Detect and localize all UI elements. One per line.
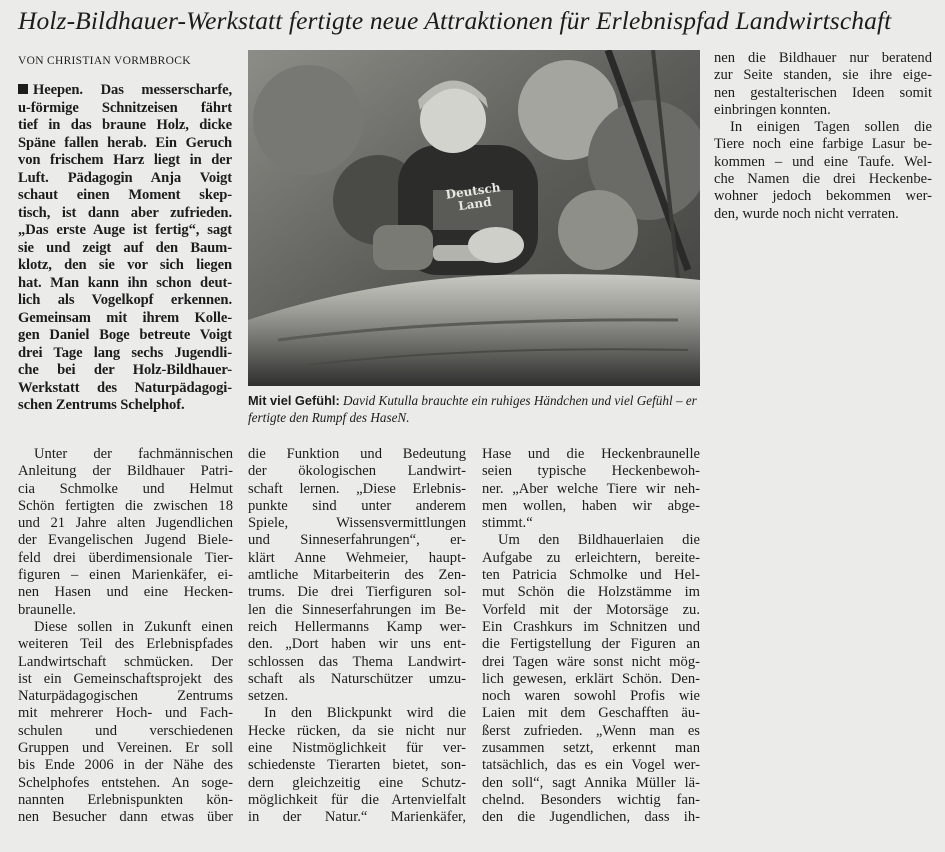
body-line: stimmt.“ [482,515,533,532]
body-line: die Fertigstellung der Figuren an [482,636,700,653]
lead-line: hat. Man kann ihn schon deut- [18,274,232,291]
body-line: cia Schmolke und Helmut [18,480,233,497]
body-line: nen Hasen und eine Hecken- [18,584,233,601]
body-line: Ein Crashkurs im Schnitzen und [482,618,700,635]
body-line: men wollen, haben wir abge- [482,497,700,514]
lead-line: che bei der Holz-Bildhauer- [18,362,232,378]
body-line: punkte sind unter anderem [248,497,466,514]
body-line: Naturpädagogischen Zentrums [18,688,233,705]
body-line: Vorfeld mit der Motorsäge zu. [482,601,700,618]
lead-line: tief in das braune Holz, dicke [18,117,232,133]
body-line: nen gestalterischen Ideen somit [714,84,932,101]
body-line: möglichkeit für die Artenvielfalt [248,791,466,808]
shirt-print: Deutsch Land [444,180,502,214]
body-line: In einigen Tagen sollen die [730,119,932,136]
body-line: klärt Anne Wehmeier, haupt- [248,549,466,566]
body-line: zur Seite standen, sie ihre eige- [714,67,932,84]
body-line: und Sinneserfahrungen“, er- [248,532,466,549]
body-line: Tiere noch eine farbige Lasur be- [714,136,932,153]
body-line: Gruppen und Vereinen. Er soll [18,740,233,757]
body-line: Anleitung der Bildhauer Patri- [18,463,233,480]
body-line: drei Tagen wäre sonst nicht mög- [482,653,700,670]
body-line: den, wurde noch nicht verraten. [714,205,899,222]
body-line: Um den Bildhauerlaien die [498,532,700,549]
photo-caption [248,392,700,426]
body-line: kommen – und eine Taufe. Wel- [714,153,932,170]
lead-line: Gemeinsam mit ihrem Kolle- [18,309,232,326]
body-line: ist ein Gemeinschaftsprojekt des [18,670,233,687]
body-line: nen Besucher dann etwas über [18,809,233,826]
body-line: setzen. [248,688,289,705]
body-line: ßerst zufrieden. „Wenn man es [482,722,700,739]
body-column-4 [714,50,932,223]
lead-line: Werkstatt des Naturpädagogi- [18,379,232,396]
body-line: weiteren Teil des Erlebnispfades [18,636,233,653]
body-line: In den Blickpunkt wird die [264,705,466,722]
body-line: Schelphofes entstehen. An soge- [18,774,233,791]
body-line: mut Schön die Holzstämme im [482,584,700,601]
body-line: braunelle. [18,601,76,618]
body-line: Spiele, Wissensvermittlungen [248,515,466,532]
lead-line: Luft. Pädagogin Anja Voigt [18,169,232,186]
body-line: Hase und die Heckenbraunelle [482,446,700,462]
body-line: Unter der fachmännischen [34,446,233,462]
body-line: feld drei überdimensionale Tier- [18,549,233,566]
body-line: amtliche Mitarbeiterin des Zen- [248,567,466,584]
lead-line: sie und zeigt auf den Baum- [18,239,232,256]
body-line: Diese sollen in Zukunft einen [34,618,233,635]
body-line: figuren – einen Marienkäfer, ei- [18,567,233,584]
body-line: eine Nistmöglichkeit für ver- [248,740,466,757]
lead-line: schen Zentrums Schelphof. [18,397,185,413]
lead-line: u-förmige Schnitzeisen fährt [18,99,232,116]
square-bullet-icon [18,84,28,94]
lead-line: gen Daniel Boge betreute Voigt [18,327,232,343]
body-line: Hecke rücken, da sie nicht nur [248,722,466,739]
body-column-3 [482,446,700,827]
article-photo [248,50,700,386]
body-line: che Namen die drei Heckenbe- [714,171,932,188]
body-line: nen die Bildhauer nur beratend [714,50,932,66]
body-column-2 [248,446,466,827]
body-line: Landwirtschaft schmücken. Der [18,653,233,670]
body-line: der Evangelischen Jugend Biele- [18,532,233,549]
body-line: zusammen setzt, erkennt man [482,740,700,757]
body-line: nannten Erlebnispunkten kön- [18,791,233,808]
body-line: dern gleichzeitig eine Schutz- [248,774,466,791]
body-line: bis Ende 2006 in der Nähe des [18,757,233,774]
caption-text: David Kutulla brauchte ein ruhiges Händchen und viel Gefühl – er fertigte den Rumpf des HaseN. [248,393,697,425]
body-line: der ökologischen Landwirt- [248,463,466,480]
body-line: ten Patricia Schmolke und Hel- [482,567,700,584]
body-line: Laien mit dem Geschafften äu- [482,705,700,722]
photo-illustration [248,50,700,386]
body-line: einbringen konnten. [714,101,831,118]
body-line: chelnd. Besonders wichtig fan- [482,791,700,808]
lead-paragraph [18,82,232,415]
lead-line: tisch, ist dann aber zufrieden. [18,204,232,221]
caption-label: Mit viel Gefühl: [248,393,340,408]
body-line: lich gewesen, erklärt Schön. Den- [482,670,700,687]
body-line: mit mehrerer Hoch- und Fach- [18,705,233,722]
lead-line: lich als Vogelkopf erkennen. [18,292,232,308]
body-line: den. „Dort haben wir uns ent- [248,636,466,653]
body-line: schaft lernen. „Diese Erlebnis- [248,480,466,497]
body-line: schiedenste Tierarten bietet, son- [248,757,466,774]
body-line: Schön fertigten die zwischen 18 [18,497,233,514]
body-line: schulen und verschiedenen [18,722,233,739]
lead-line: schaut einen Moment skep- [18,187,232,203]
lead-line: Späne fallen herab. Ein Geruch [18,134,232,151]
body-line: und 21 Jahre alten Jugendlichen [18,515,233,532]
lead-line: Heepen. Das messerscharfe, [18,82,232,100]
body-line: den die Jugendlichen, dass ih- [482,809,700,826]
body-line: reich Hellermanns Kamp wer- [248,618,466,635]
body-line: schaft als Naturschützer umzu- [248,670,466,687]
body-line: Aufgabe zu erleichtern, bereite- [482,549,700,566]
body-line: schlossen das Thema Landwirt- [248,653,466,670]
body-line: trums. Die drei Tierfiguren sol- [248,584,466,601]
body-line: ner. „Aber welche Tiere wir neh- [482,480,700,497]
body-line: die Funktion und Bedeutung [248,446,466,462]
body-column-1 [18,446,233,827]
byline: VON CHRISTIAN VORMBROCK [18,55,191,67]
lead-line: drei Tage lang sechs Jugendli- [18,344,232,361]
body-line: seien typische Heckenbewoh- [482,463,700,480]
headline: Holz-Bildhauer-Werkstatt fertigte neue Attraktionen für Erlebnispfad Landwirtschaft [18,6,892,35]
lead-line: von frischem Harz liegt in der [18,152,232,168]
body-line: tatsächlich, das es ein Vogel wer- [482,757,700,774]
body-line: wohner jedoch bekommen wer- [714,188,932,205]
body-line: den soll“, sagt Annika Müller lä- [482,774,700,791]
lead-line: „Das erste Auge ist fertig“, sagt [18,222,232,238]
body-line: noch waren sowohl Profis wie [482,688,700,705]
body-line: in der Natur.“ Marienkäfer, [248,809,466,826]
body-line: len die Sinneserfahrungen im Be- [248,601,466,618]
lead-line: klotz, den sie vor sich liegen [18,257,232,273]
